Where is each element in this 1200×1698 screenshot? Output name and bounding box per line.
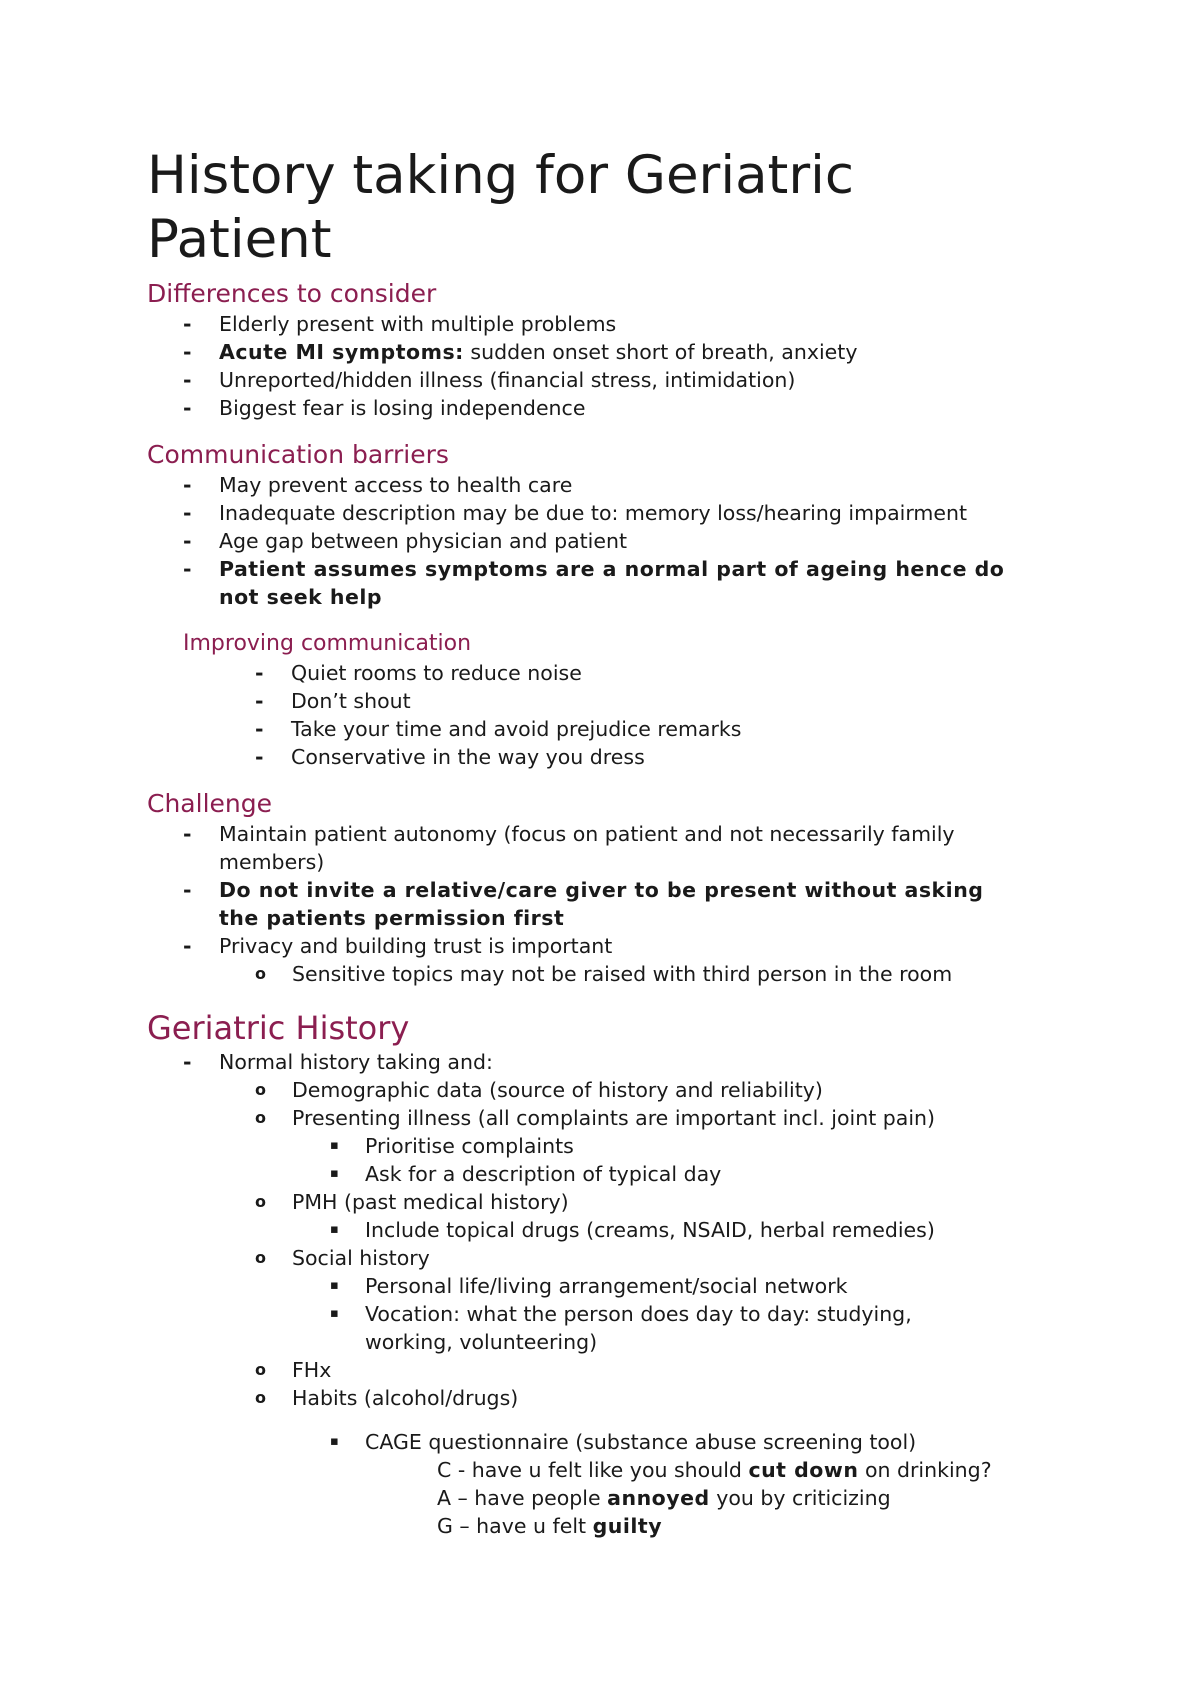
list-item: - Quiet rooms to reduce noise xyxy=(255,661,582,685)
dash-bullet: - xyxy=(183,368,192,392)
dash-bullet: - xyxy=(183,312,192,336)
circle-bullet: o xyxy=(255,1192,266,1211)
document-page xyxy=(147,144,1067,1540)
circle-bullet: o xyxy=(255,1248,266,1267)
list-item: - Acute MI symptoms: sudden onset short of breath, anxiety xyxy=(183,340,858,364)
list-item: ▪ Include topical drugs (creams, NSAID, herbal remedies) xyxy=(330,1218,935,1242)
list-item: - Biggest fear is losing independence xyxy=(183,396,586,420)
geriatric-list xyxy=(147,1048,1067,1456)
list-item: - Unreported/hidden illness (financial stress, intimidation) xyxy=(183,368,796,392)
barriers-list xyxy=(147,471,1067,611)
dash-bullet: - xyxy=(183,1050,192,1074)
dash-bullet: - xyxy=(183,340,192,364)
list-item: o FHx xyxy=(255,1358,332,1382)
list-item: - Do not invite a relative/care giver to be present without asking the patients permission first xyxy=(183,878,984,930)
cage-g-line: G – have u felt guilty xyxy=(437,1514,663,1538)
differences-list xyxy=(147,310,1067,422)
list-item: - Maintain patient autonomy (focus on patient and not necessarily family members) xyxy=(183,822,955,874)
heading-challenge: Challenge xyxy=(147,789,272,818)
cage-questions xyxy=(147,1456,1067,1540)
dash-bullet: - xyxy=(183,822,192,846)
list-item: - May prevent access to health care xyxy=(183,473,573,497)
page-title xyxy=(147,144,1067,272)
list-item: o PMH (past medical history) xyxy=(255,1190,569,1214)
square-bullet: ▪ xyxy=(330,1434,339,1449)
list-item: ▪ CAGE questionnaire (substance abuse screening tool) xyxy=(330,1430,917,1454)
title-line-2: Patient xyxy=(147,209,332,270)
dash-bullet: - xyxy=(255,717,264,741)
circle-bullet: o xyxy=(255,1080,266,1099)
challenge-list xyxy=(147,820,1067,988)
list-item: ▪ Personal life/living arrangement/social network xyxy=(330,1274,848,1298)
list-item: - Take your time and avoid prejudice remarks xyxy=(255,717,742,741)
heading-improving-communication: Improving communication xyxy=(183,631,472,656)
circle-bullet: o xyxy=(255,1108,266,1127)
dash-bullet: - xyxy=(183,934,192,958)
heading-communication-barriers: Communication barriers xyxy=(147,440,449,469)
dash-bullet: - xyxy=(183,501,192,525)
dash-bullet: - xyxy=(255,745,264,769)
square-bullet: ▪ xyxy=(330,1138,339,1153)
list-item: - Privacy and building trust is important xyxy=(183,934,613,958)
circle-bullet: o xyxy=(255,964,266,983)
list-item: o Social history xyxy=(255,1246,430,1270)
list-item: ▪ Vocation: what the person does day to day: studying, working, volunteering) xyxy=(330,1302,912,1354)
list-item: - Normal history taking and: xyxy=(183,1050,493,1074)
title-line-1: History taking for Geriatric xyxy=(147,145,854,206)
cage-c-line: C - have u felt like you should cut down on drinking? xyxy=(437,1458,992,1482)
list-item: - Age gap between physician and patient xyxy=(183,529,628,553)
cage-a-line: A – have people annoyed you by criticizing xyxy=(437,1486,891,1510)
list-item: o Sensitive topics may not be raised with third person in the room xyxy=(255,962,953,986)
list-item: - Conservative in the way you dress xyxy=(255,745,645,769)
list-item: ▪ Ask for a description of typical day xyxy=(330,1162,722,1186)
list-item: - Don’t shout xyxy=(255,689,411,713)
improving-communication-section xyxy=(147,629,1067,771)
dash-bullet: - xyxy=(255,661,264,685)
dash-bullet: - xyxy=(183,878,192,902)
list-item: o Habits (alcohol/drugs) xyxy=(255,1386,519,1410)
dash-bullet: - xyxy=(183,396,192,420)
square-bullet: ▪ xyxy=(330,1166,339,1181)
list-item: - Patient assumes symptoms are a normal part of ageing hence do not seek help xyxy=(183,557,1005,609)
list-item: o Presenting illness (all complaints are important incl. joint pain) xyxy=(255,1106,936,1130)
list-item: - Inadequate description may be due to: memory loss/hearing impairment xyxy=(183,501,968,525)
square-bullet: ▪ xyxy=(330,1278,339,1293)
dash-bullet: - xyxy=(183,529,192,553)
improving-list xyxy=(183,659,1067,771)
square-bullet: ▪ xyxy=(330,1306,339,1321)
circle-bullet: o xyxy=(255,1388,266,1407)
heading-differences: Differences to consider xyxy=(147,279,437,308)
dash-bullet: - xyxy=(183,557,192,581)
list-item: - Elderly present with multiple problems xyxy=(183,312,617,336)
heading-geriatric-history: Geriatric History xyxy=(147,1009,410,1047)
dash-bullet: - xyxy=(255,689,264,713)
list-item: ▪ Prioritise complaints xyxy=(330,1134,574,1158)
circle-bullet: o xyxy=(255,1360,266,1379)
dash-bullet: - xyxy=(183,473,192,497)
list-item: o Demographic data (source of history and reliability) xyxy=(255,1078,823,1102)
square-bullet: ▪ xyxy=(330,1222,339,1237)
